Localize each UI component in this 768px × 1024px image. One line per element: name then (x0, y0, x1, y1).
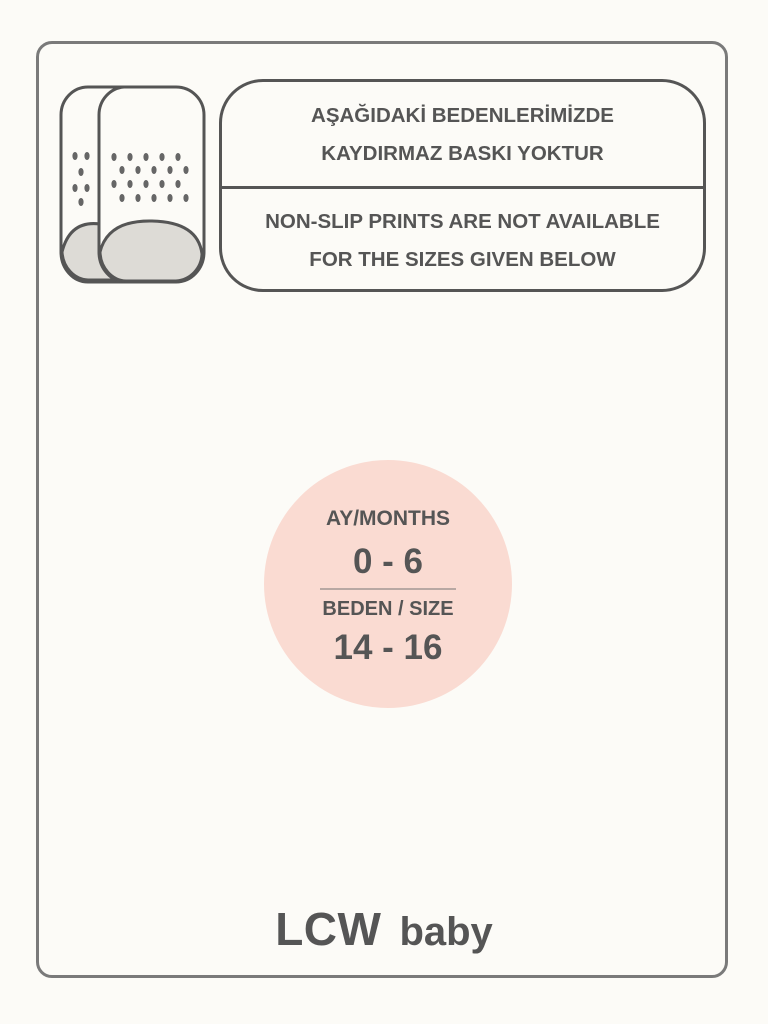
logo-brand: LCW (275, 903, 382, 955)
notice-divider (222, 186, 703, 189)
brand-logo (0, 902, 768, 956)
months-value: 0 - 6 (352, 542, 424, 581)
size-badge (264, 460, 512, 708)
notice-en-line1: NON-SLIP PRINTS ARE NOT AVAILABLE (265, 210, 660, 233)
notice-tr-line2: KAYDIRMAZ BASKI YOKTUR (321, 141, 604, 165)
size-label: BEDEN / SIZE (322, 598, 454, 620)
notice-turkish (222, 82, 703, 187)
socks-icon (58, 84, 208, 290)
size-value: 14 - 16 (333, 628, 443, 667)
badge-divider (320, 588, 456, 590)
notice-english (222, 190, 703, 292)
notice-en-line2: FOR THE SIZES GIVEN BELOW (309, 248, 616, 271)
notice-tr-line1: AŞAĞIDAKİ BEDENLERİMİZDE (311, 103, 614, 127)
months-label: AY/MONTHS (325, 507, 451, 530)
logo-sub: baby (399, 910, 493, 954)
non-slip-notice (219, 79, 706, 292)
